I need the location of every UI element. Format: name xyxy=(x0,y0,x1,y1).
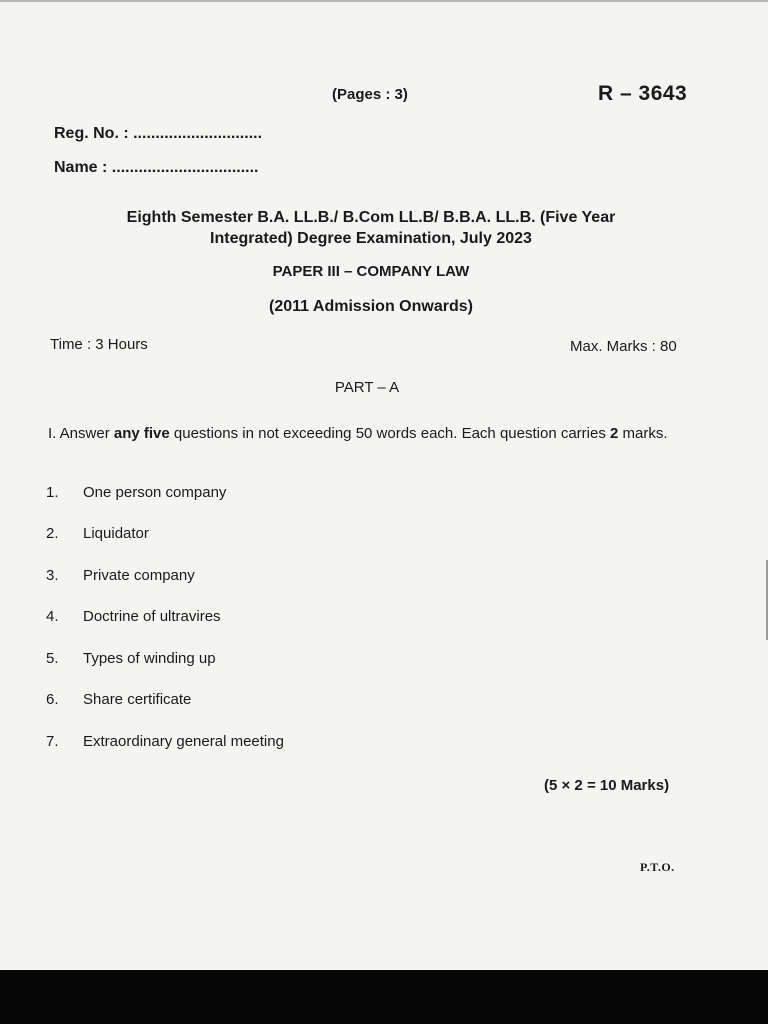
instruction-marks: 2 xyxy=(610,425,619,442)
scan-top-edge xyxy=(0,0,768,2)
pto-note: P.T.O. xyxy=(640,860,675,874)
scan-border xyxy=(0,970,768,1024)
question-text: Liquidator xyxy=(83,525,149,542)
marks-total: (5 × 2 = 10 Marks) xyxy=(544,777,670,794)
admission-note: (2011 Admission Onwards) xyxy=(269,298,473,315)
instruction-prefix: I. Answer xyxy=(48,425,114,442)
question-text: Types of winding up xyxy=(83,650,216,667)
instruction-middle: questions in not exceeding 50 words each. Each question carries xyxy=(169,425,611,442)
question-number: 6. xyxy=(46,691,59,708)
part-heading: PART – A xyxy=(334,379,400,396)
question-number: 2. xyxy=(46,525,59,542)
reg-no-field: Reg. No. : ............................. xyxy=(54,125,263,142)
page-count: (Pages : 3) xyxy=(332,86,408,103)
question-number: 3. xyxy=(46,567,59,584)
max-marks: Max. Marks : 80 xyxy=(570,338,677,355)
time-allowed: Time : 3 Hours xyxy=(50,336,148,353)
instruction-emphasis: any five xyxy=(113,425,170,442)
exam-title-line1: Eighth Semester B.A. LL.B./ B.Com LL.B/ B.B.A. LL.B. (Five Year xyxy=(126,209,616,226)
question-text: Share certificate xyxy=(83,691,192,708)
question-number: 5. xyxy=(46,650,59,667)
paper-code: R – 3643 xyxy=(598,82,688,105)
question-number: 7. xyxy=(46,733,59,750)
question-text: Doctrine of ultravires xyxy=(83,608,221,625)
exam-title-line2: Integrated) Degree Examination, July 2023 xyxy=(210,230,532,247)
question-number: 1. xyxy=(46,484,59,501)
question-text: Private company xyxy=(83,567,195,584)
question-text: Extraordinary general meeting xyxy=(83,733,284,750)
name-field: Name : ................................. xyxy=(54,159,259,176)
question-number: 4. xyxy=(46,608,59,625)
paper-title: PAPER III – COMPANY LAW xyxy=(272,263,470,280)
question-text: One person company xyxy=(83,484,227,501)
instruction-suffix: marks. xyxy=(618,425,668,442)
instruction xyxy=(48,423,698,444)
